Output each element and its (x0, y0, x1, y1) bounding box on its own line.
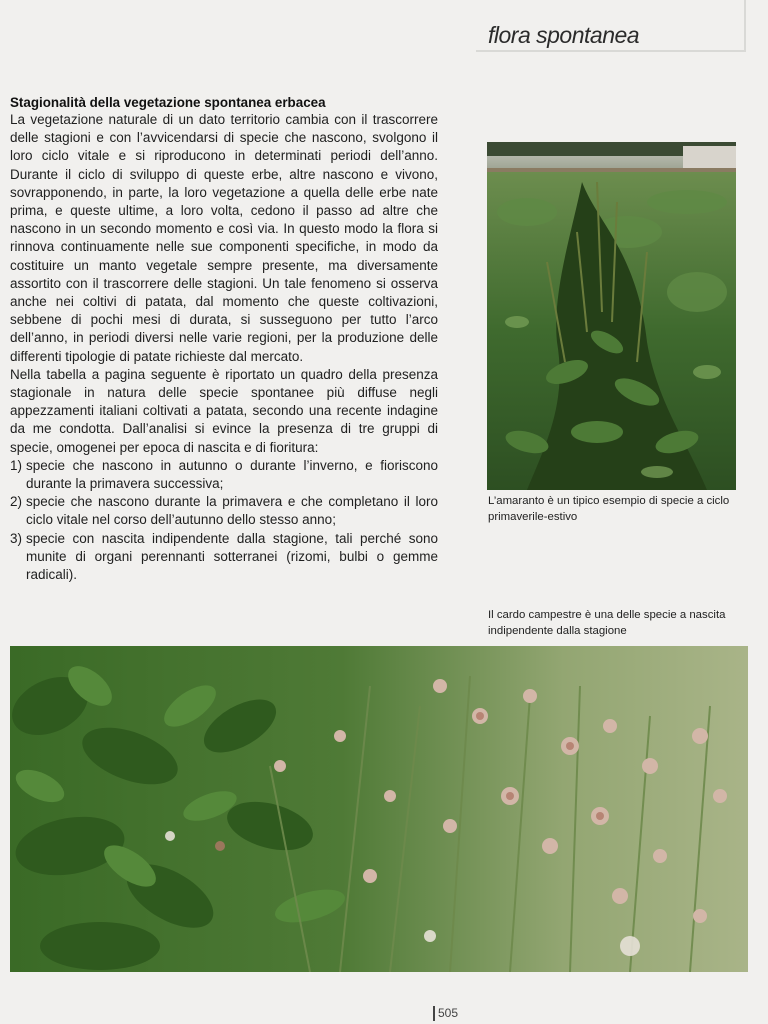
species-group-list (10, 457, 438, 584)
list-item-text: specie che nascono in autunno o durante l’inverno, e fioriscono durante la primavera successiva; (26, 457, 438, 492)
list-item-text: specie che nascono durante la primavera e che completano il loro ciclo vitale nel corso dell’autunno dello stesso anno; (26, 494, 438, 528)
list-item (10, 493, 438, 529)
list-item-number: 1) (10, 457, 23, 473)
list-item-text: specie con nascita indipendente dalla stagione, tali perché sono munite di organi perennanti sotterranei (rizomi, bulbi o gemme radicali). (26, 530, 438, 583)
list-item (10, 457, 438, 493)
thistle-photo (10, 646, 748, 972)
amaranth-photo (487, 142, 736, 490)
paragraph-2: Nella tabella a pagina seguente è riportato un quadro della presenza stagionale in natura delle specie spontanee più diffuse negli appezzamenti italiani coltivati a patata, secondo una recente indagine da me condotta. Dall’analisi si evince la presenza di tre gruppi di specie, omogenei per epoca di nascita e di fioritura: (10, 366, 438, 455)
list-item (10, 530, 438, 585)
list-item-number: 3) (10, 530, 23, 546)
thistle-caption: Il cardo campestre è una delle specie a nascita indipendente dalla stagione (488, 609, 726, 637)
list-item-number: 2) (10, 494, 23, 510)
page-section-title: flora spontanea (488, 22, 640, 48)
page-number: 505 (433, 1006, 458, 1021)
article-body (10, 111, 438, 584)
section-heading: Stagionalità della vegetazione spontanea erbacea (10, 95, 326, 110)
paragraph-1: La vegetazione naturale di un dato territorio cambia con il trascorrere delle stagioni e con l’avvicendarsi di specie che nascono, svolgono il loro ciclo vitale e si riproducono in determinati periodi dell’anno. Durante il ciclo di sviluppo di queste erbe, altre nascono e vivono, sovrapponendo, in parte, la loro vegetazione a quella delle erbe nate prima, e queste ultime, a loro volta, cedono il passo ad altre che nascono in un secondo momento e così via. In questo modo la flora si rinnova continuamente nelle sue componenti specifiche, in modo da costituire un manto vegetale sempre presente, ma diversamente assortito con il trascorrere delle stagioni. Un tale fenomeno si osserva anche nei coltivi di patata, dal momento che queste coltivazioni, sebbene di pochi mesi di durata, si susseguono per tutto l’arco dell’anno, in periodi diversi nelle varie regioni, per la produzione delle differenti tipologie di patate richieste dal mercato. (10, 112, 438, 364)
amaranth-caption: L’amaranto è un tipico esempio di specie a ciclo primaverile-estivo (488, 495, 730, 523)
